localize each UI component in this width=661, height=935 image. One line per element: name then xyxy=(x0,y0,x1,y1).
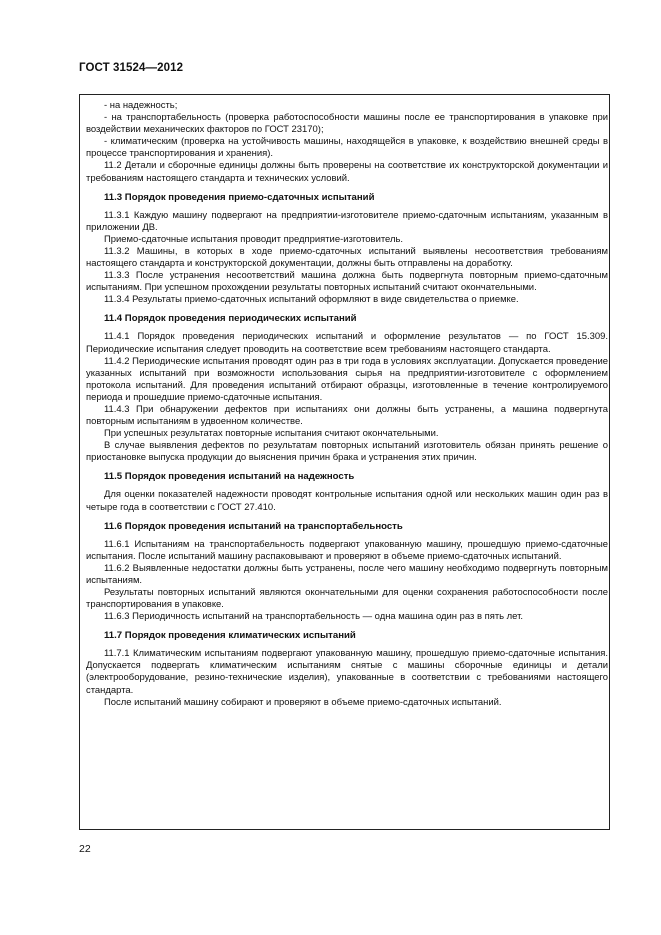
paragraph: После испытаний машину собирают и проверяют в объеме приемо-сдаточных испытаний. xyxy=(104,696,502,708)
section-heading-11-7: 11.7 Порядок проведения климатических испытаний xyxy=(104,630,356,642)
paragraph: Приемо-сдаточные испытания проводит предприятие-изготовитель. xyxy=(104,233,404,245)
paragraph: Для оценки показателей надежности проводят контрольные испытания одной или нескольких машин один раз в четыре года в соответствии с ГОСТ 27.410. xyxy=(86,489,608,513)
paragraph: 11.4.2 Периодические испытания проводят один раз в три года в условиях эксплуатации. Допускается проведение указанных испытаний при возможности использования сырья на предприятии-изготовителе с оформлением протокола испытаний. Для проведения испытаний отбирают образцы, изготовленные в течение контролируемого периода и прошедшие приемо-сдаточные испытания. xyxy=(86,355,608,403)
section-heading-11-4: 11.4 Порядок проведения периодических испытаний xyxy=(104,313,357,325)
paragraph: 11.7.1 Климатическим испытаниям подвергают упакованную машину, прошедшую приемо-сдаточные испытания. Допускается подвергать климатическим испытаниям снятые с машины сборочные единицы и детали (электрооборудование, резино-технические изделия), упакованные в соответствии с требованиями настоящего стандарта. xyxy=(86,648,608,696)
paragraph: 11.6.2 Выявленные недостатки должны быть устранены, после чего машину необходимо подвергнуть повторным испытаниям. xyxy=(86,562,608,586)
paragraph: 11.3.1 Каждую машину подвергают на предприятии-изготовителе приемо-сдаточным испытаниям, указанным в приложении ДВ. xyxy=(86,209,608,233)
paragraph: 11.4.1 Порядок проведения периодических испытаний и оформление результатов — по ГОСТ 15.309. Периодические испытания следует проводить на соответствие всем требованиям настоящего стандарта. xyxy=(86,331,608,355)
paragraph: В случае выявления дефектов по результатам повторных испытаний изготовитель обязан принять решение о приостановке выпуска продукции до выяснения причин брака и устранения этих причин. xyxy=(86,440,608,464)
section-heading-11-6: 11.6 Порядок проведения испытаний на транспортабельность xyxy=(104,520,403,532)
intro-item: - климатическим (проверка на устойчивость машины, находящейся в упаковке, к воздействию внешней среды в процессе транспортирования и хранения). xyxy=(86,136,608,160)
paragraph: 11.3.3 После устранения несоответствий машина должна быть подвергнута повторным приемо-сдаточным испытаниям. При успешном прохождении результаты повторных испытаний считают окончательными. xyxy=(86,270,608,294)
paragraph: При успешных результатах повторные испытания считают окончательными. xyxy=(104,428,439,440)
page-body xyxy=(86,100,608,709)
paragraph: 11.6.1 Испытаниям на транспортабельность подвергают упакованную машину, прошедшую приемо-сдаточные испытания. После испытаний машину распаковывают и проверяют в объеме приемо-сдаточных испытаний. xyxy=(86,538,608,562)
page-number: 22 xyxy=(79,843,91,855)
paragraph: 11.4.3 При обнаружении дефектов при испытаниях они должны быть устранены, а машина подвергнута повторным испытаниям в удвоенном количестве. xyxy=(86,403,608,428)
document-code: ГОСТ 31524—2012 xyxy=(79,62,184,74)
paragraph: 11.3.2 Машины, в которых в ходе приемо-сдаточных испытаний выявлены несоответствия требованиям настоящего стандарта и конструкторской документации, должны быть отправлены на доработку. xyxy=(86,245,608,270)
intro-item: - на транспортабельность (проверка работоспособности машины после ее транспортирования в упаковке при воздействии механических факторов по ГОСТ 23170); xyxy=(86,112,608,136)
intro-item: - на надежность; xyxy=(104,100,178,111)
intro-item: 11.2 Детали и сборочные единицы должны быть проверены на соответствие их конструкторской документации и требованиям настоящего стандарта и технических условий. xyxy=(86,160,608,184)
section-heading-11-5: 11.5 Порядок проведения испытаний на надежность xyxy=(104,471,355,483)
paragraph: Результаты повторных испытаний являются окончательными для оценки сохранения работоспособности после транспортирования в упаковке. xyxy=(86,587,608,611)
section-heading-11-3: 11.3 Порядок проведения приемо-сдаточных испытаний xyxy=(104,191,375,203)
paragraph: 11.6.3 Периодичность испытаний на транспортабельность — одна машина один раз в пять лет. xyxy=(104,611,524,623)
paragraph: 11.3.4 Результаты приемо-сдаточных испытаний оформляют в виде свидетельства о приемке. xyxy=(104,294,519,306)
